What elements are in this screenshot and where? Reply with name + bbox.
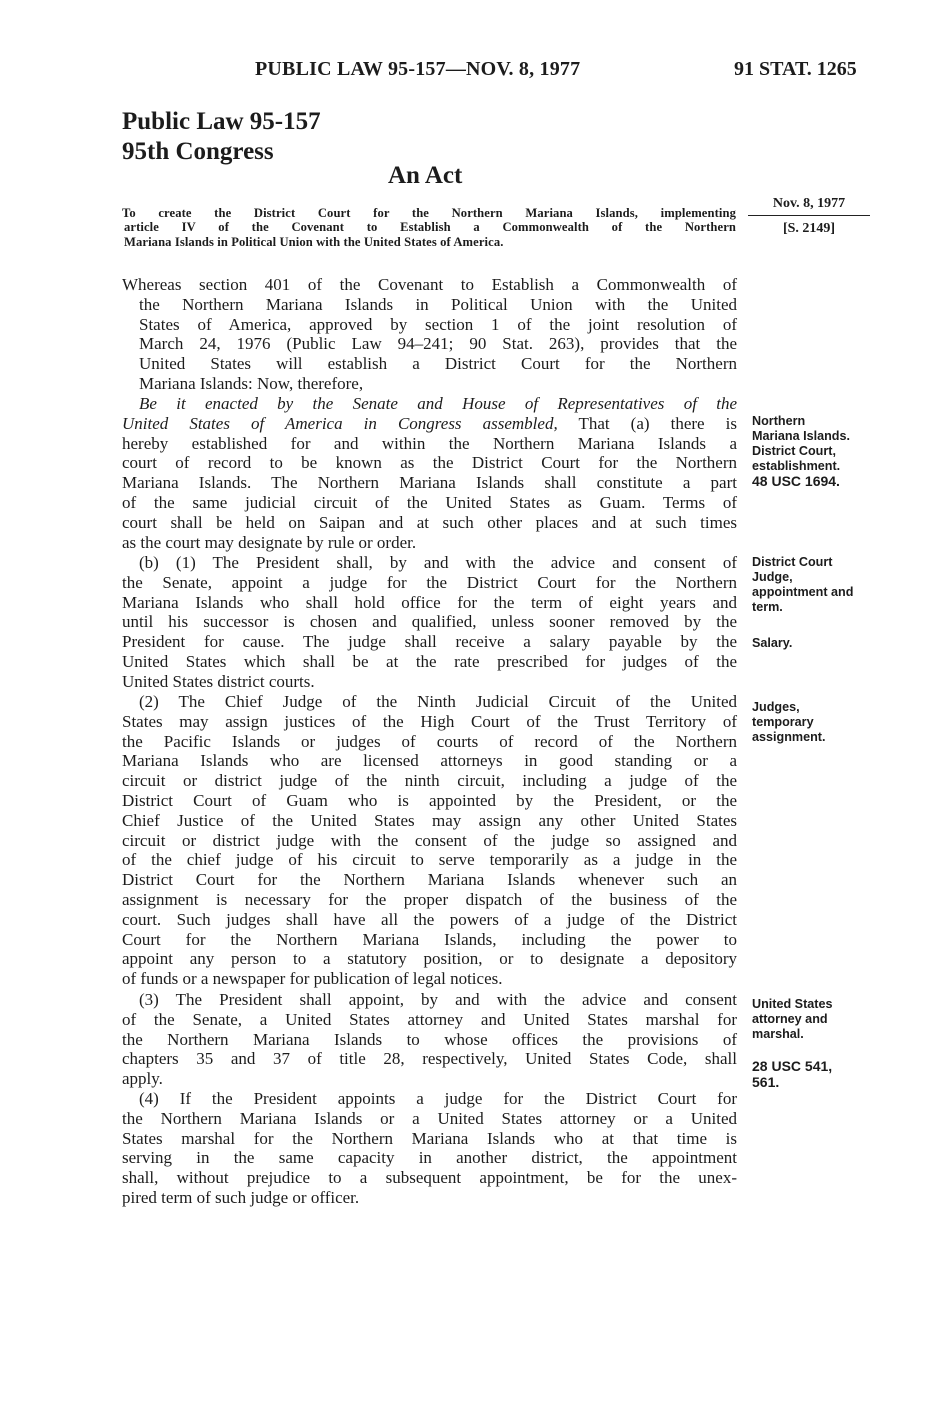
act-purpose — [122, 206, 736, 249]
text-line: court shall be held on Saipan and at such other places and at such times — [122, 512, 737, 532]
margin-note-salary: Salary. — [752, 636, 793, 650]
text-line: of the chief judge of his circuit to serve temporarily as a judge in the — [122, 850, 737, 870]
text-line: pired term of such judge or officer. — [122, 1187, 360, 1207]
note-line: District Court, — [752, 444, 836, 458]
paragraph-3 — [122, 990, 737, 1089]
text-line: (2) The Chief Judge of the Ninth Judicial Circuit of the United — [139, 692, 737, 711]
purpose-line: Mariana Islands in Political Union with the United States of America. — [124, 234, 504, 249]
note-line: Mariana Islands. — [752, 429, 850, 443]
text-line: hereby established for and within the Northern Mariana Islands a — [122, 433, 737, 453]
text-line: District Court of Guam who is appointed by the President, or the — [122, 790, 737, 810]
note-line: temporary — [752, 715, 814, 729]
note-line: assignment. — [752, 730, 826, 744]
note-line: term. — [752, 600, 783, 614]
note-line: Judges, — [752, 700, 800, 714]
margin-note-attorney-marshal — [752, 997, 876, 1042]
bill-number: [S. 2149] — [782, 221, 836, 236]
date-box — [748, 196, 870, 237]
text-line: (b) (1) The President shall, by and with the advice and consent of — [139, 553, 737, 572]
note-line: Northern — [752, 414, 806, 428]
text-line: shall, without prejudice to a subsequent appointment, be for the unex- — [122, 1168, 737, 1188]
running-head: PUBLIC LAW 95-157—NOV. 8, 1977 — [255, 58, 581, 80]
congress-number: 95th Congress — [122, 138, 274, 165]
note-line: appointment and — [752, 585, 854, 599]
text-line: (4) If the President appoints a judge for the District Court for — [139, 1089, 737, 1108]
margin-note-usc — [752, 1058, 876, 1090]
text-line: Whereas section 401 of the Covenant to Establish a Commonwealth of — [122, 275, 737, 294]
text-line: circuit or district judge with the consent of the judge so assigned and — [122, 830, 737, 850]
text-line: United States which shall be at the rate prescribed for judges of the — [122, 651, 737, 671]
margin-note-temporary-assignment — [752, 700, 876, 745]
usc-citation: 28 USC 541, — [752, 1058, 833, 1074]
margin-note-establishment — [752, 414, 876, 489]
text-line: States marshal for the Northern Mariana Islands who at that time is — [122, 1128, 737, 1148]
enacting-clause — [122, 394, 737, 552]
whereas-clause — [122, 275, 737, 394]
note-line: attorney and — [752, 1012, 828, 1026]
text-line: the Northern Mariana Islands in Political Union with the United — [139, 294, 737, 314]
purpose-line: article IV of the Covenant to Establish a Commonwealth of the Northern — [124, 220, 736, 235]
text-line: court of record to be known as the District Court for the Northern — [122, 453, 737, 473]
enactment-date: Nov. 8, 1977 — [748, 196, 870, 216]
text-line: Mariana Islands: Now, therefore, — [139, 373, 364, 393]
text-line: Mariana Islands. The Northern Mariana Islands shall constitute a part — [122, 473, 737, 493]
text-line: Chief Justice of the United States may assign any other United States — [122, 810, 737, 830]
text-line: serving in the same capacity in another district, the appointment — [122, 1148, 737, 1168]
act-heading: An Act — [388, 162, 463, 189]
text-line: of the same judicial circuit of the United States as Guam. Terms of — [122, 492, 737, 512]
text-line: the Northern Mariana Islands or a United States attorney or a United — [122, 1108, 737, 1128]
note-line: marshal. — [752, 1027, 804, 1041]
text-line: of funds or a newspaper for publication of legal notices. — [122, 969, 503, 989]
paragraph-2 — [122, 692, 737, 989]
note-line: Judge, — [752, 570, 793, 584]
text-line: chapters 35 and 37 of title 28, respectively, United States Code, shall — [122, 1049, 737, 1069]
text-line: court. Such judges shall have all the powers of a judge of the District — [122, 909, 737, 929]
text-line: of the Senate, a United States attorney and United States marshal for — [122, 1009, 737, 1029]
paragraph-4 — [122, 1089, 737, 1208]
law-title — [122, 107, 321, 167]
text-line: as the court may designate by rule or order. — [122, 532, 417, 552]
text-line: Court for the Northern Mariana Islands, including the power to — [122, 929, 737, 949]
text-line: Mariana Islands who are licensed attorneys in good standing or a — [122, 751, 737, 771]
text-line: President for cause. The judge shall receive a salary payable by the — [122, 632, 737, 652]
public-law-number: Public Law 95-157 — [122, 108, 321, 135]
text-line: United States district courts. — [122, 671, 315, 691]
note-line: establishment. — [752, 459, 841, 473]
text-line: the Pacific Islands or judges of courts of record of the Northern — [122, 731, 737, 751]
text-line: the Senate, appoint a judge for the District Court for the Northern — [122, 572, 737, 592]
text-line: Mariana Islands who shall hold office for the term of eight years and — [122, 592, 737, 612]
text-line: United States will establish a District Court for the Northern — [139, 354, 737, 374]
text-line: March 24, 1976 (Public Law 94–241; 90 Stat. 263), provides that the — [139, 334, 737, 354]
enacting-italic-line: Be it enacted by the Senate and House of Representatives of the — [139, 394, 737, 413]
text-line: the Northern Mariana Islands to whose offices the provisions of — [122, 1029, 737, 1049]
text-line: appoint any person to a statutory position, or to designate a depository — [122, 949, 737, 969]
note-line: United States — [752, 997, 833, 1011]
usc-citation: 48 USC 1694. — [752, 473, 840, 489]
text-line: apply. — [122, 1069, 163, 1089]
text-line — [122, 414, 737, 434]
enacting-italic: United States of America in Congress assembled, — [122, 413, 558, 433]
text-line: District Court for the Northern Mariana Islands whenever such an — [122, 870, 737, 890]
usc-citation: 561. — [752, 1074, 780, 1090]
purpose-line: To create the District Court for the Northern Mariana Islands, implementing — [122, 206, 736, 220]
text-line: assignment is necessary for the proper dispatch of the business of the — [122, 889, 737, 909]
paragraph-b1 — [122, 553, 737, 692]
text-line: States of America, approved by section 1 of the joint resolution of — [139, 314, 737, 334]
text-line: until his successor is chosen and qualified, unless sooner removed by the — [122, 612, 737, 632]
text-line: (3) The President shall appoint, by and with the advice and consent — [139, 990, 737, 1009]
text-line: States may assign justices of the High Court of the Trust Territory of — [122, 711, 737, 731]
text-line: circuit or district judge of the ninth circuit, including a judge of the — [122, 771, 737, 791]
enacting-rest: That (a) there is — [557, 413, 738, 433]
margin-note-judge — [752, 555, 876, 615]
stat-citation: 91 STAT. 1265 — [734, 58, 857, 80]
note-line: District Court — [752, 555, 833, 569]
